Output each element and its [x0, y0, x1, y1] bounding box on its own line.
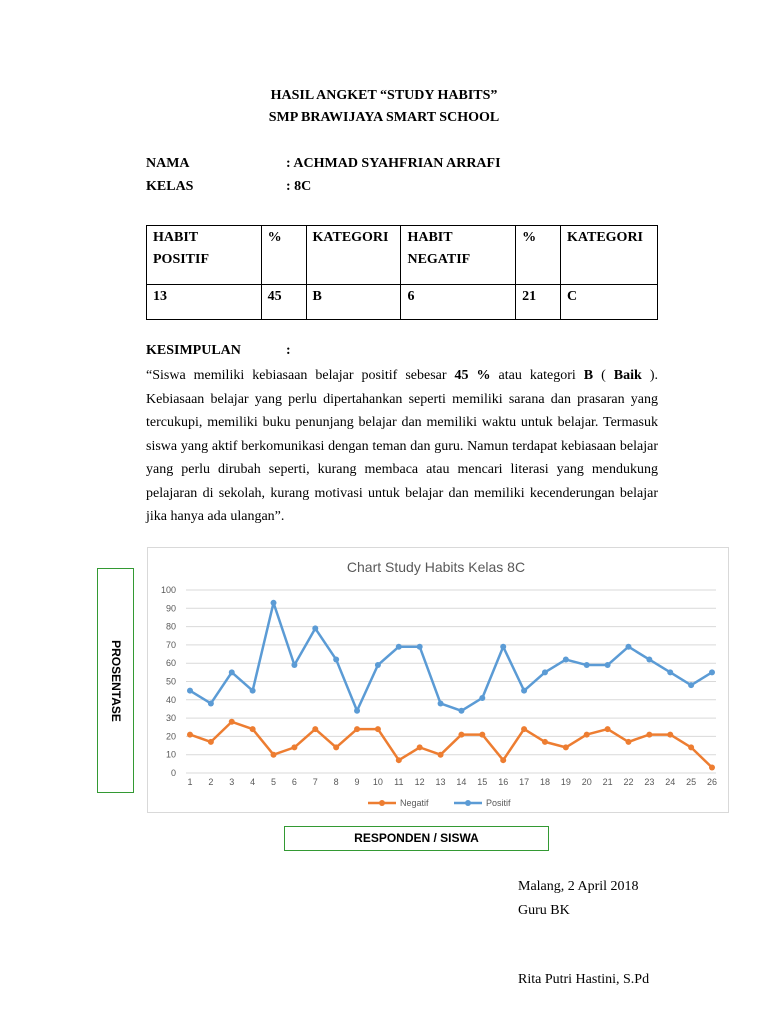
cell-kategori-negatif: C — [561, 285, 658, 320]
school-name: SMP BRAWIJAYA SMART SCHOOL — [268, 110, 500, 125]
data-point-negatif — [438, 752, 444, 758]
data-point-positif — [312, 625, 318, 631]
y-axis-label-box — [97, 568, 134, 793]
data-point-negatif — [375, 726, 381, 732]
data-point-positif — [688, 682, 694, 688]
class-value: : 8C — [286, 179, 312, 194]
x-tick-label: 24 — [665, 777, 676, 787]
y-tick-label: 30 — [165, 713, 176, 724]
conclusion-part2: atau kategori — [490, 368, 584, 383]
x-tick-label: 9 — [354, 777, 360, 787]
data-point-positif — [187, 688, 193, 694]
x-tick-label: 3 — [229, 777, 235, 787]
data-point-positif — [438, 700, 444, 706]
conclusion-text — [146, 364, 658, 529]
cell-habit-positif: 13 — [147, 285, 262, 320]
data-point-positif — [625, 644, 631, 650]
cell-kategori-positif: B — [306, 285, 401, 320]
data-point-negatif — [688, 744, 694, 750]
data-point-negatif — [271, 752, 277, 758]
data-point-positif — [375, 662, 381, 668]
conclusion-part3: ( — [593, 368, 614, 383]
conclusion-part1: “Siswa memiliki kebiasaan belajar positif sebesar — [146, 368, 455, 383]
conclusion-category: B — [583, 368, 594, 383]
data-point-positif — [667, 669, 673, 675]
header-habit-negatif: HABIT NEGATIF — [401, 226, 516, 285]
legend-marker-negatif — [379, 800, 385, 806]
y-tick-label: 90 — [165, 603, 176, 614]
data-point-negatif — [646, 732, 652, 738]
data-point-negatif — [250, 726, 256, 732]
x-tick-label: 19 — [560, 777, 571, 787]
data-point-positif — [250, 688, 256, 694]
data-point-positif — [500, 644, 506, 650]
data-point-positif — [291, 662, 297, 668]
x-tick-label: 4 — [250, 777, 256, 787]
data-point-negatif — [479, 732, 485, 738]
data-point-positif — [709, 669, 715, 675]
data-point-positif — [646, 657, 652, 663]
data-point-negatif — [291, 744, 297, 750]
cell-percent-negatif: 21 — [516, 285, 561, 320]
x-tick-label: 23 — [644, 777, 655, 787]
table-header-row — [147, 226, 658, 285]
data-point-negatif — [312, 726, 318, 732]
x-tick-label: 16 — [498, 777, 509, 787]
x-axis-label: RESPONDEN / SISWA — [354, 831, 479, 845]
header-percent-negatif: % — [516, 226, 561, 285]
data-point-negatif — [333, 744, 339, 750]
data-point-positif — [417, 644, 423, 650]
conclusion-heading — [146, 343, 291, 359]
conclusion-label: KESIMPULAN — [146, 343, 241, 358]
header-kategori-positif: KATEGORI — [306, 226, 401, 285]
x-tick-label: 18 — [539, 777, 550, 787]
data-point-positif — [333, 657, 339, 663]
data-point-positif — [542, 669, 548, 675]
data-point-negatif — [354, 726, 360, 732]
x-tick-label: 20 — [581, 777, 592, 787]
data-point-negatif — [563, 744, 569, 750]
x-tick-label: 6 — [291, 777, 297, 787]
x-tick-label: 15 — [477, 777, 488, 787]
y-tick-label: 80 — [165, 621, 176, 632]
data-point-negatif — [396, 757, 402, 763]
data-point-positif — [563, 657, 569, 663]
legend-label-negatif: Negatif — [400, 798, 429, 808]
data-point-positif — [521, 688, 527, 694]
y-tick-label: 40 — [165, 694, 176, 705]
study-habits-chart — [147, 547, 729, 813]
x-tick-label: 26 — [706, 777, 718, 787]
x-tick-label: 11 — [394, 777, 404, 787]
habit-table — [146, 225, 658, 320]
x-tick-label: 25 — [686, 777, 697, 787]
data-point-negatif — [605, 726, 611, 732]
name-value: : ACHMAD SYAHFRIAN ARRAFI — [286, 156, 501, 171]
header-kategori-negatif: KATEGORI — [561, 226, 658, 285]
data-point-positif — [229, 669, 235, 675]
signer-role: Guru BK — [518, 903, 570, 918]
legend-label-positif: Positif — [486, 798, 511, 808]
table-row — [147, 285, 658, 320]
header-habit-positif: HABIT POSITIF — [147, 226, 262, 285]
y-tick-label: 60 — [165, 658, 176, 669]
legend-marker-positif — [465, 800, 471, 806]
data-point-negatif — [458, 732, 464, 738]
x-tick-label: 2 — [208, 777, 214, 787]
x-tick-label: 14 — [456, 777, 467, 787]
x-tick-label: 22 — [623, 777, 634, 787]
signer-name: Rita Putri Hastini, S.Pd — [518, 972, 650, 987]
x-tick-label: 21 — [602, 777, 613, 787]
x-tick-label: 8 — [333, 777, 339, 787]
chart-svg — [148, 548, 728, 812]
series-line-negatif — [190, 722, 712, 768]
x-axis-label-box — [284, 826, 549, 851]
chart-title: Chart Study Habits Kelas 8C — [346, 559, 526, 575]
data-point-positif — [458, 708, 464, 714]
conclusion-part4: ). Kebiasaan belajar yang perlu dipertahankan seperti memiliki sarana dan prasaran yang tercukupi, memiliki buku penunjang belajar dan memiliki waktu untuk belajar. Termasuk siswa yang aktif berkomunikasi dengan teman dan guru. Namun terdapat kebiasaan belajar yang perlu dirubah seperti, kurang membaca atau mencari literasi yang mendukung pelajaran di sekolah, kurang motivasi untuk belajar dan memiliki kecenderungan belajar jika hanya ada ulangan”. — [146, 368, 658, 524]
class-label: KELAS — [146, 179, 194, 194]
data-point-negatif — [667, 732, 673, 738]
y-tick-label: 10 — [165, 749, 176, 760]
data-point-positif — [354, 708, 360, 714]
data-point-negatif — [709, 765, 715, 771]
data-point-positif — [208, 700, 214, 706]
cell-percent-positif: 45 — [261, 285, 306, 320]
x-tick-label: 1 — [187, 777, 193, 787]
name-label: NAMA — [146, 156, 190, 171]
data-point-negatif — [417, 744, 423, 750]
data-point-positif — [396, 644, 402, 650]
x-tick-label: 13 — [435, 777, 446, 787]
conclusion-percent: 45 % — [454, 368, 491, 383]
conclusion-colon: : — [286, 343, 291, 358]
x-tick-label: 12 — [414, 777, 425, 787]
data-point-positif — [271, 600, 277, 606]
data-point-negatif — [625, 739, 631, 745]
x-tick-label: 17 — [519, 777, 530, 787]
data-point-negatif — [521, 726, 527, 732]
header-percent-positif: % — [261, 226, 306, 285]
x-tick-label: 10 — [372, 777, 383, 787]
data-point-negatif — [208, 739, 214, 745]
data-point-negatif — [584, 732, 590, 738]
place-date: Malang, 2 April 2018 — [518, 879, 639, 894]
document-title: HASIL ANGKET “STUDY HABITS” — [270, 88, 498, 103]
y-tick-label: 70 — [165, 639, 176, 650]
x-tick-label: 5 — [271, 777, 277, 787]
data-point-positif — [605, 662, 611, 668]
data-point-negatif — [542, 739, 548, 745]
series-line-positif — [190, 603, 712, 711]
y-tick-label: 50 — [165, 676, 176, 687]
y-tick-label: 100 — [160, 585, 176, 595]
y-tick-label: 0 — [170, 768, 176, 778]
data-point-negatif — [500, 757, 506, 763]
conclusion-category-word: Baik — [613, 368, 642, 383]
data-point-positif — [584, 662, 590, 668]
y-axis-label: PROSENTASE — [108, 639, 123, 722]
data-point-negatif — [187, 732, 193, 738]
y-tick-label: 20 — [165, 731, 176, 742]
x-tick-label: 7 — [312, 777, 318, 787]
data-point-positif — [479, 695, 485, 701]
data-point-negatif — [229, 719, 235, 725]
cell-habit-negatif: 6 — [401, 285, 516, 320]
